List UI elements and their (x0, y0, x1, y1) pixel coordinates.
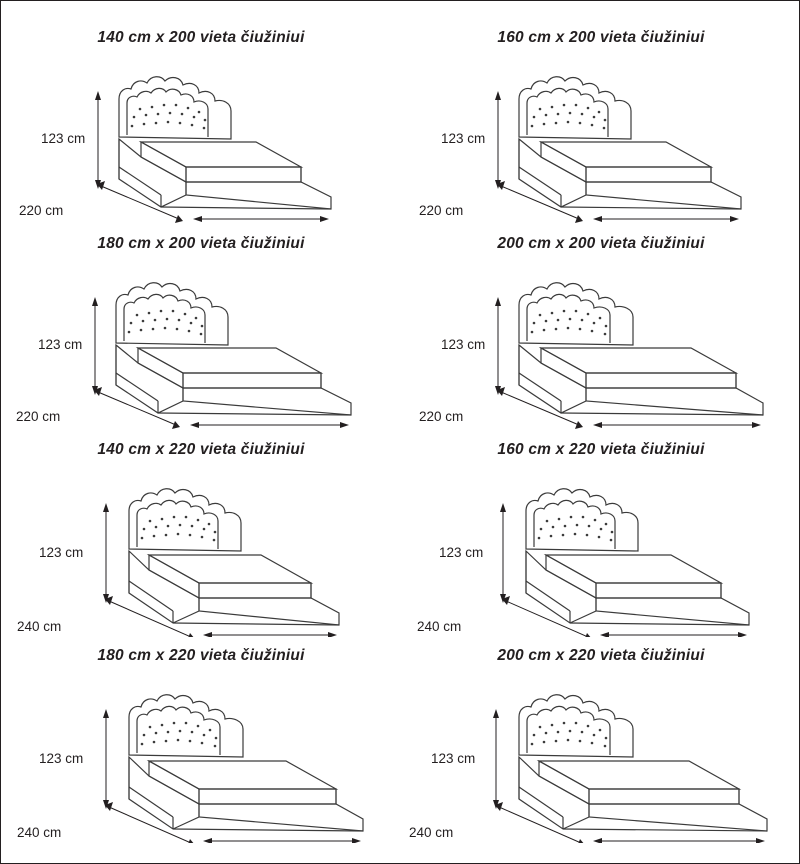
depth-label-8: 240 cm (409, 825, 454, 840)
bed-svg-5 (1, 459, 401, 637)
bed-illustration-5 (1, 459, 401, 637)
bed-diagram-cell-1 (1, 21, 401, 225)
bed-illustration-8 (401, 665, 800, 843)
bed-svg-4 (401, 253, 800, 431)
depth-label-3: 220 cm (16, 409, 61, 424)
bed-title-3: 180 cm x 200 vieta čiužiniui (97, 235, 305, 252)
bed-illustration-4 (401, 253, 800, 431)
bed-svg-8 (401, 665, 800, 843)
height-label-7: 123 cm (39, 751, 84, 766)
bed-illustration-3 (1, 253, 401, 431)
depth-label-7: 240 cm (17, 825, 62, 840)
bed-diagram-cell-6 (401, 433, 800, 637)
depth-label-2: 220 cm (419, 203, 464, 218)
bed-diagram-cell-3 (1, 227, 401, 431)
bed-title-6: 160 cm x 220 vieta čiužiniui (497, 441, 705, 458)
bed-diagram-cell-4 (401, 227, 800, 431)
height-label-2: 123 cm (441, 131, 486, 146)
bed-svg-3 (1, 253, 401, 431)
bed-title-2: 160 cm x 200 vieta čiužiniui (497, 29, 705, 46)
bed-illustration-1 (1, 47, 401, 225)
bed-illustration-6 (401, 459, 800, 637)
depth-label-6: 240 cm (417, 619, 462, 634)
bed-svg-2 (401, 47, 800, 225)
height-label-8: 123 cm (431, 751, 476, 766)
height-label-3: 123 cm (38, 337, 83, 352)
depth-label-1: 220 cm (19, 203, 64, 218)
bed-diagram-cell-8 (401, 639, 800, 843)
bed-diagram-cell-7 (1, 639, 401, 843)
bed-title-8: 200 cm x 220 vieta čiužiniui (497, 647, 705, 664)
bed-illustration-7 (1, 665, 401, 843)
height-label-1: 123 cm (41, 131, 86, 146)
bed-svg-1 (1, 47, 401, 225)
bed-title-5: 140 cm x 220 vieta čiužiniui (97, 441, 305, 458)
height-label-4: 123 cm (441, 337, 486, 352)
bed-title-7: 180 cm x 220 vieta čiužiniui (97, 647, 305, 664)
height-label-5: 123 cm (39, 545, 84, 560)
bed-diagram-cell-5 (1, 433, 401, 637)
bed-diagram-cell-2 (401, 21, 800, 225)
depth-label-4: 220 cm (419, 409, 464, 424)
depth-label-5: 240 cm (17, 619, 62, 634)
bed-title-4: 200 cm x 200 vieta čiužiniui (497, 235, 705, 252)
bed-svg-7 (1, 665, 401, 843)
height-label-6: 123 cm (439, 545, 484, 560)
bed-title-1: 140 cm x 200 vieta čiužiniui (97, 29, 305, 46)
bed-illustration-2 (401, 47, 800, 225)
bed-svg-6 (401, 459, 800, 637)
